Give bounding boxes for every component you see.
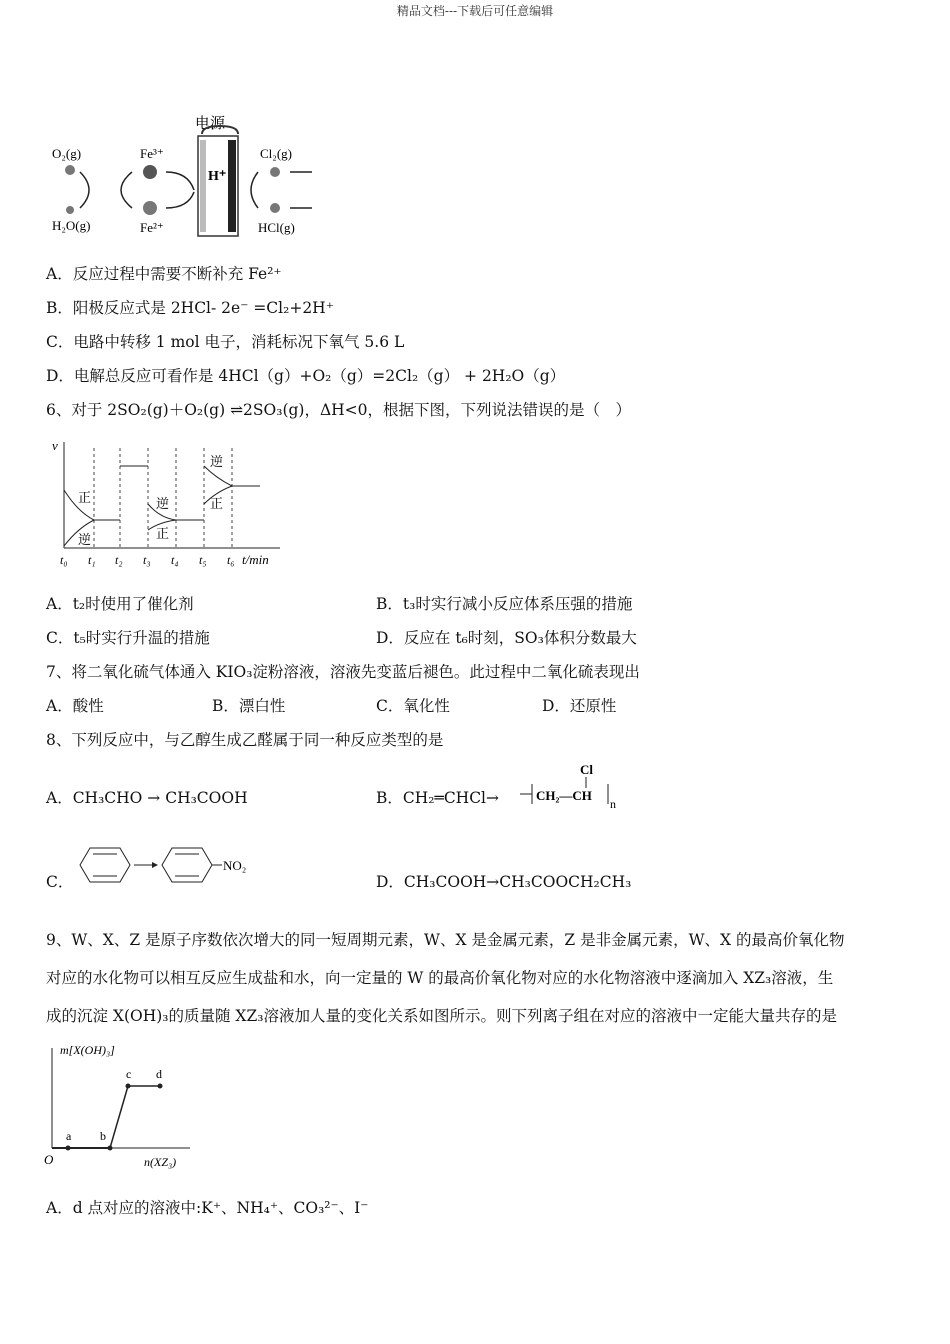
q7-option-b: B．漂白性 xyxy=(212,697,286,715)
q8-stem: 8、下列反应中，与乙醇生成乙醛属于同一种反应类型的是 xyxy=(46,731,444,749)
cl2-molecule xyxy=(270,167,280,177)
benzene-ring-1 xyxy=(80,848,130,882)
o2-molecule xyxy=(65,165,75,175)
q6-option-a: A．t₂时使用了催化剂 xyxy=(46,595,194,613)
hcl-cycle-arrow xyxy=(251,172,258,208)
point-d xyxy=(158,1084,163,1089)
q5-option-b: B．阳极反应式是 2HCl- 2e⁻ =Cl₂+2H⁺ xyxy=(46,299,334,317)
q6-option-d: D．反应在 t₆时刻，SO₃体积分数最大 xyxy=(376,629,637,647)
segment-bc xyxy=(110,1086,128,1148)
hcl-molecule xyxy=(270,203,280,213)
chlorine-label: Cl xyxy=(580,762,593,777)
chart9-y-label: m[X(OH)₃] xyxy=(60,1043,115,1057)
q7-option-c: C．氧化性 xyxy=(376,697,450,715)
zheng-label-2: 正 xyxy=(156,526,170,541)
polyvinyl-chloride-structure xyxy=(518,760,628,814)
x-tick-labels xyxy=(60,553,235,567)
tick-t3: t₃ xyxy=(143,553,151,567)
fe2-ion xyxy=(143,201,157,215)
q8-option-d: D．CH₃COOH→CH₃COOCH₂CH₃ xyxy=(376,873,632,891)
hcl-label: HCl(g) xyxy=(258,220,295,235)
precipitate-mass-chart xyxy=(40,1040,200,1172)
benzene-ring-2 xyxy=(162,848,212,882)
point-c xyxy=(126,1084,131,1089)
ni-label-2: 逆 xyxy=(156,496,170,511)
q6-stem: 6、对于 2SO₂(g)＋O₂(g) ⇌2SO₃(g)，ΔH<0，根据下图，下列说法错误的是（ ） xyxy=(46,401,632,419)
origin-label: O xyxy=(44,1152,54,1167)
q5-option-d: D．电解总反应可看作是 4HCl（g）+O₂（g）=2Cl₂（g） + 2H₂O（g） xyxy=(46,367,566,385)
y-axis-label: v xyxy=(52,438,58,453)
h-ion-label: H⁺ xyxy=(208,169,227,184)
h2o-label: H₂O(g) xyxy=(52,218,91,233)
tick-t2: t₂ xyxy=(115,553,123,567)
q7-stem: 7、将二氧化硫气体通入 KIO₃淀粉溶液，溶液先变蓝后褪色。此过程中二氧化硫表现出 xyxy=(46,663,640,681)
q7-option-a: A．酸性 xyxy=(46,697,104,715)
q5-option-c: C．电路中转移 1 mol 电子，消耗标况下氧气 5.6 L xyxy=(46,333,405,351)
h2o-molecule xyxy=(66,206,74,214)
repeat-unit: CH₂—CH xyxy=(536,788,592,803)
q7-option-d: D．还原性 xyxy=(542,697,617,715)
fe-cycle-right-bottom xyxy=(166,192,194,208)
page-header: 精品文档---下载后可任意编辑 xyxy=(396,4,554,18)
q8-option-c: C． xyxy=(46,873,74,891)
fe3-label: Fe³⁺ xyxy=(140,146,164,161)
q9-line-2: 对应的水化物可以相互反应生成盐和水，向一定量的 W 的最高价氧化物对应的水化物溶液中逐滴加入 XZ₃溶液，生 xyxy=(46,969,834,987)
rate-time-chart xyxy=(48,438,288,570)
o2-arrow xyxy=(80,172,89,208)
q6-option-b: B．t₃时实行减小反应体系压强的措施 xyxy=(376,595,633,613)
power-label: 电源 xyxy=(195,116,226,132)
q8-option-a: A．CH₃CHO → CH₃COOH xyxy=(46,789,248,807)
ni-label-1: 逆 xyxy=(78,532,92,547)
tick-t5: t₅ xyxy=(199,553,207,567)
tick-t6: t₆ xyxy=(227,553,235,567)
q8-option-b: B．CH₂═CHCl→ xyxy=(376,789,499,807)
tick-t1: t₁ xyxy=(88,553,96,567)
arrow-head xyxy=(152,862,158,868)
label-c: c xyxy=(126,1067,132,1081)
benzene-nitro-reaction xyxy=(76,842,256,888)
fe3-ion xyxy=(143,165,157,179)
ni-label-3: 逆 xyxy=(210,454,224,469)
x-axis-unit: t/min xyxy=(242,552,269,567)
fe-cycle-right-top xyxy=(166,172,194,190)
label-d: d xyxy=(156,1067,162,1081)
cl2-label: Cl₂(g) xyxy=(260,146,292,161)
point-b xyxy=(108,1146,113,1151)
tick-t0: t₀ xyxy=(60,553,68,567)
zheng-label-3: 正 xyxy=(210,496,224,511)
q9-option-a: A．d 点对应的溶液中:K⁺、NH₄⁺、CO₃²⁻、I⁻ xyxy=(46,1199,369,1217)
forward-curve-1 xyxy=(64,490,120,520)
q9-line-3: 成的沉淀 X(OH)₃的质量随 XZ₃溶液加人量的变化关系如图所示。则下列离子组在对应的溶液中一定能大量共存的是 xyxy=(46,1007,837,1025)
q6-option-c: C．t₅时实行升温的措施 xyxy=(46,629,210,647)
fe-cycle-left xyxy=(121,172,132,208)
electrolysis-diagram xyxy=(50,112,325,242)
cathode-plate xyxy=(228,140,236,232)
nitro-label: NO₂ xyxy=(223,858,247,873)
label-a: a xyxy=(66,1129,72,1143)
q5-option-a: A．反应过程中需要不断补充 Fe²⁺ xyxy=(46,265,282,283)
anode-plate xyxy=(200,140,206,232)
polymer-n: n xyxy=(610,797,616,811)
q9-line-1: 9、W、X、Z 是原子序数依次增大的同一短周期元素，W、X 是金属元素，Z 是非金属元素，W、X 的最高价氧化物 xyxy=(46,931,845,949)
o2-label: O₂(g) xyxy=(52,146,82,161)
label-b: b xyxy=(100,1129,106,1143)
tick-t4: t₄ xyxy=(171,553,179,567)
zheng-label-1: 正 xyxy=(78,490,92,505)
fe2-label: Fe²⁺ xyxy=(140,220,164,235)
chart9-x-label: n(XZ₃) xyxy=(144,1155,177,1169)
point-a xyxy=(66,1146,71,1151)
